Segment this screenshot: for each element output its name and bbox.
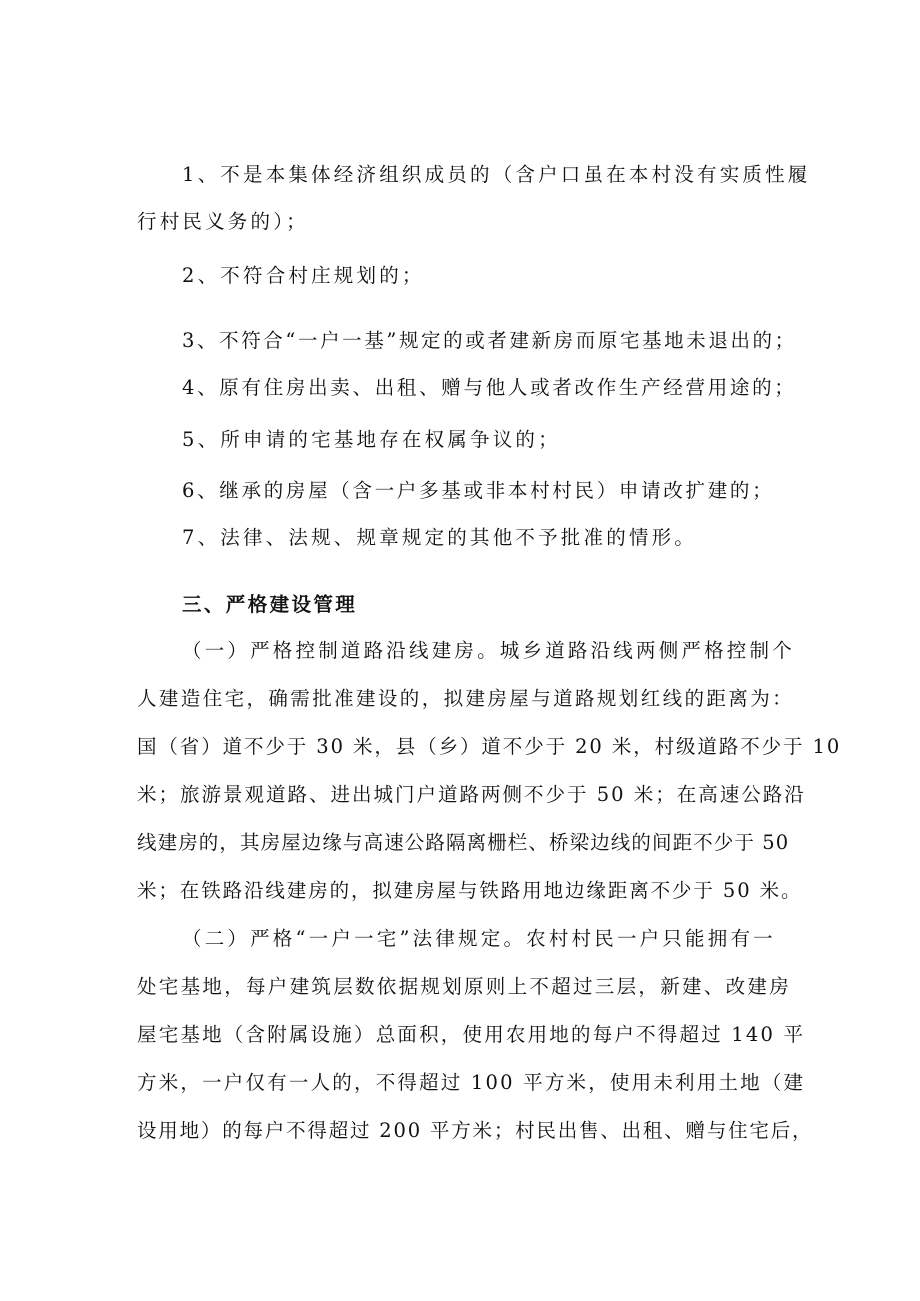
list-item-2: 2、不符合村庄规划的； <box>182 264 425 287</box>
list-item-4: 4、原有住房出卖、出租、赠与他人或者改作生产经营用途的； <box>182 376 797 399</box>
paragraph-2-line-2: 处宅基地，每户建筑层数依据规划原则上不超过三层，新建、改建房 <box>137 975 792 998</box>
list-item-1-line-1: 1、不是本集体经济组织成员的（含户口虽在本村没有实质性履 <box>182 163 811 186</box>
list-item-6: 6、继承的房屋（含一户多基或非本村村民）申请改扩建的； <box>182 479 775 502</box>
list-item-5: 5、所申请的宅基地存在权属争议的； <box>182 428 561 451</box>
list-item-1-line-2: 行村民义务的）； <box>137 210 309 233</box>
section-heading: 三、严格建设管理 <box>182 593 358 616</box>
paragraph-1-line-4: 米；旅游景观道路、进出城门户道路两侧不少于 50 米；在高速公路沿 <box>137 783 806 806</box>
list-item-7: 7、法律、法规、规章规定的其他不予批准的情形。 <box>182 526 698 549</box>
list-item-3: 3、不符合“一户一基”规定的或者建新房而原宅基地未退出的； <box>182 329 797 352</box>
paragraph-1-line-1: （一）严格控制道路沿线建房。城乡道路沿线两侧严格控制个 <box>182 639 795 662</box>
paragraph-1-line-3: 国（省）道不少于 30 米，县（乡）道不少于 20 米，村级道路不少于 10 <box>137 735 842 758</box>
paragraph-2-line-4: 方米，一户仅有一人的，不得超过 100 平方米，使用未利用土地（建 <box>137 1071 806 1094</box>
paragraph-1-line-2: 人建造住宅，确需批准建设的，拟建房屋与道路规划红线的距离为： <box>137 687 795 710</box>
paragraph-2-line-5: 设用地）的每户不得超过 200 平方米；村民出售、出租、赠与住宅后， <box>137 1119 814 1142</box>
paragraph-2-line-1: （二）严格“一户一宅”法律规定。农村村民一户只能拥有一 <box>182 927 776 950</box>
paragraph-1-line-6: 米；在铁路沿线建房的，拟建房屋与铁路用地边缘距离不少于 50 米。 <box>137 879 803 902</box>
paragraph-2-line-3: 屋宅基地（含附属设施）总面积，使用农用地的每户不得超过 140 平 <box>137 1023 806 1046</box>
paragraph-1-line-5: 线建房的，其房屋边缘与高速公路隔离栅栏、桥梁边线的间距不少于 50 <box>137 831 790 854</box>
